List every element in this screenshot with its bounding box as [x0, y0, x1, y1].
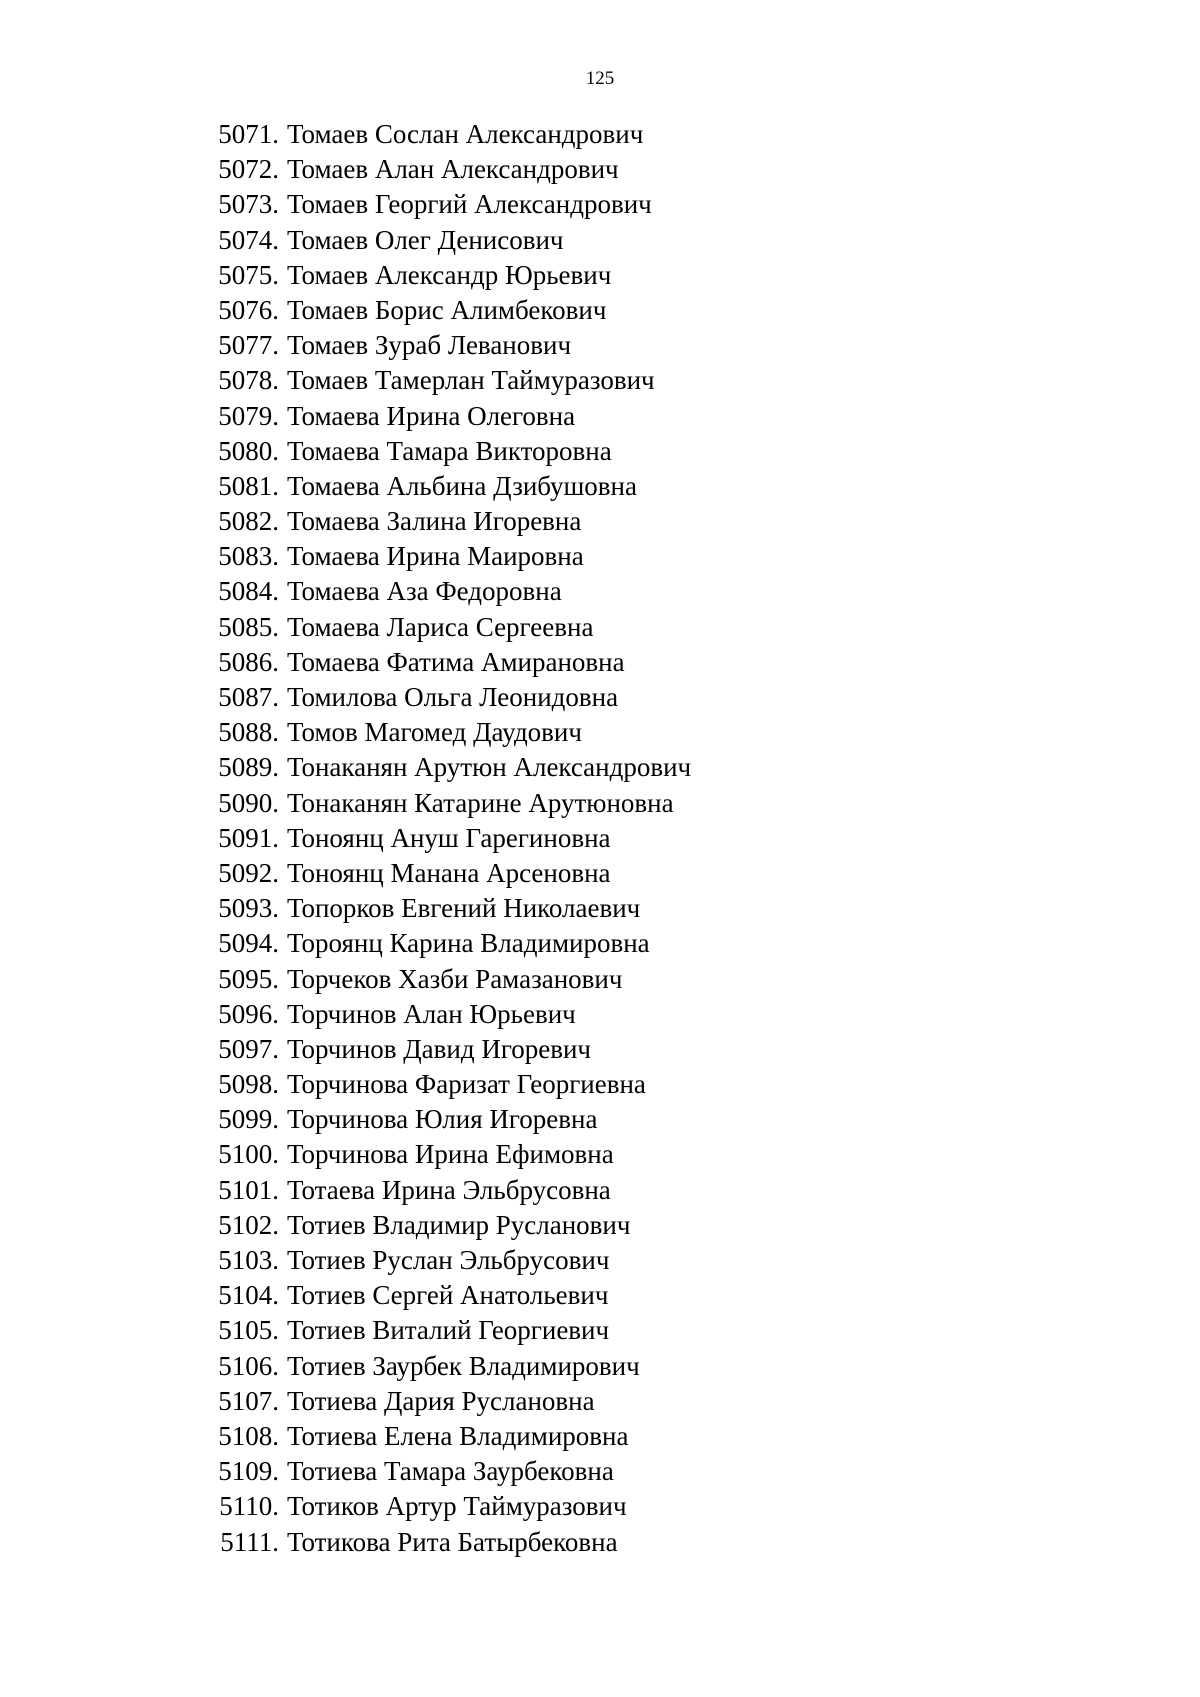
entry-name: Торчеков Хазби Рамазанович — [287, 963, 623, 994]
entry-number: 5091. — [218, 822, 279, 853]
list-item — [0, 1102, 691, 1137]
entry-number: 5079. — [218, 400, 279, 431]
entry-number: 5090. — [218, 787, 279, 818]
list-item — [0, 399, 691, 434]
entry-number: 5110. — [219, 1491, 279, 1522]
entry-name: Тороянц Карина Владимировна — [287, 928, 650, 959]
list-item — [0, 504, 691, 539]
entry-name: Томаева Залина Игоревна — [287, 506, 582, 537]
entry-name: Торчинова Юлия Игоревна — [287, 1104, 598, 1135]
entry-name: Торчинов Алан Юрьевич — [287, 998, 576, 1029]
entry-name: Тотиева Дария Руслановна — [287, 1385, 595, 1416]
entry-name: Тотиев Заурбек Владимирович — [287, 1350, 640, 1381]
entry-name: Тотиева Елена Владимировна — [287, 1420, 629, 1451]
entry-number: 5088. — [218, 717, 279, 748]
entry-number: 5073. — [218, 189, 279, 220]
list-item — [0, 1349, 691, 1384]
list-item — [0, 187, 691, 222]
list-item — [0, 680, 691, 715]
entry-number: 5097. — [218, 1033, 279, 1064]
entry-name: Томаев Тамерлан Таймуразович — [287, 365, 655, 396]
entry-name: Томаев Георгий Александрович — [287, 189, 652, 220]
list-item — [0, 469, 691, 504]
entry-name: Томаев Александр Юрьевич — [287, 259, 612, 290]
entry-number: 5082. — [218, 506, 279, 537]
entry-number: 5071. — [218, 119, 279, 149]
list-item — [0, 1137, 691, 1172]
entry-number: 5111. — [220, 1526, 279, 1557]
list-item — [0, 1419, 691, 1454]
list-item — [0, 1173, 691, 1208]
list-item — [0, 539, 691, 574]
entry-number: 5107. — [218, 1385, 279, 1416]
entry-name: Тотиков Артур Таймуразович — [287, 1491, 627, 1522]
list-item — [0, 258, 691, 293]
list-item — [0, 926, 691, 961]
entry-number: 5108. — [218, 1420, 279, 1451]
entry-number: 5106. — [218, 1350, 279, 1381]
entry-name: Тотиев Руслан Эльбрусович — [287, 1245, 610, 1275]
entry-name: Тонаканян Арутюн Александрович — [287, 752, 692, 783]
entry-name: Томилова Ольга Леонидовна — [287, 682, 619, 712]
entry-number: 5094. — [218, 928, 279, 959]
entry-number: 5103. — [218, 1245, 279, 1275]
entry-number: 5076. — [218, 294, 279, 325]
list-item — [0, 1067, 691, 1102]
entry-name: Томаева Тамара Викторовна — [287, 435, 612, 466]
list-item — [0, 610, 691, 645]
entry-number: 5086. — [218, 646, 279, 677]
list-item — [0, 997, 691, 1032]
list-item — [0, 645, 691, 680]
entry-name: Торчинов Давид Игоревич — [287, 1033, 592, 1064]
list-item — [0, 1489, 691, 1524]
entry-number: 5105. — [218, 1315, 279, 1346]
list-item — [0, 574, 691, 609]
list-item — [0, 1313, 691, 1348]
entry-name: Томов Магомед Даудович — [287, 717, 582, 748]
entry-number: 5104. — [218, 1280, 279, 1311]
entry-name: Топорков Евгений Николаевич — [287, 893, 641, 924]
list-item — [0, 363, 691, 398]
entry-name: Томаева Ирина Олеговна — [287, 400, 576, 431]
entry-number: 5081. — [218, 470, 279, 501]
list-item — [0, 962, 691, 997]
entry-number: 5101. — [218, 1174, 279, 1205]
page-number: 125 — [585, 68, 615, 89]
entry-name: Тотиев Владимир Русланович — [287, 1209, 631, 1240]
entry-number: 5109. — [218, 1456, 279, 1487]
list-item — [0, 1243, 691, 1278]
list-item — [0, 293, 691, 328]
entry-name: Томаева Ирина Маировна — [287, 541, 584, 572]
entry-name: Томаев Алан Александрович — [287, 154, 619, 185]
list-item — [0, 152, 691, 187]
entry-number: 5099. — [218, 1104, 279, 1135]
entry-name: Тоноянц Ануш Гарегиновна — [287, 822, 611, 853]
entry-name: Тотаева Ирина Эльбрусовна — [287, 1174, 611, 1205]
list-item — [0, 1032, 691, 1067]
name-list — [0, 117, 691, 1560]
entry-name: Тотикова Рита Батырбековна — [287, 1526, 618, 1557]
entry-number: 5074. — [218, 224, 279, 255]
entry-name: Тонаканян Катарине Арутюновна — [287, 787, 674, 818]
list-item — [0, 1525, 691, 1560]
list-item — [0, 1208, 691, 1243]
entry-number: 5102. — [218, 1209, 279, 1240]
entry-number: 5085. — [218, 611, 279, 642]
list-item — [0, 750, 691, 785]
list-item — [0, 117, 691, 152]
list-item — [0, 1454, 691, 1489]
entry-number: 5083. — [218, 541, 279, 572]
entry-number: 5092. — [218, 857, 279, 888]
entry-number: 5077. — [218, 330, 279, 361]
entry-name: Томаева Аза Федоровна — [287, 576, 562, 607]
list-item — [0, 856, 691, 891]
entry-name: Тотиева Тамара Заурбековна — [287, 1456, 614, 1487]
list-item — [0, 715, 691, 750]
list-item — [0, 328, 691, 363]
list-item — [0, 821, 691, 856]
entry-number: 5084. — [218, 576, 279, 607]
entry-number: 5098. — [218, 1069, 279, 1100]
list-item — [0, 223, 691, 258]
entry-name: Торчинова Фаризат Георгиевна — [287, 1069, 646, 1100]
list-item — [0, 891, 691, 926]
entry-number: 5095. — [218, 963, 279, 994]
entry-name: Томаева Фатима Амирановна — [287, 646, 625, 677]
entry-number: 5087. — [218, 682, 279, 712]
entry-name: Томаев Олег Денисович — [287, 224, 564, 255]
entry-name: Томаев Зураб Леванович — [287, 330, 572, 361]
entry-number: 5078. — [218, 365, 279, 396]
entry-name: Тоноянц Манана Арсеновна — [287, 857, 611, 888]
entry-name: Томаева Лариса Сергеевна — [287, 611, 594, 642]
entry-name: Торчинова Ирина Ефимовна — [287, 1139, 614, 1170]
entry-number: 5075. — [218, 259, 279, 290]
entry-number: 5096. — [218, 998, 279, 1029]
list-item — [0, 1384, 691, 1419]
list-item — [0, 434, 691, 469]
entry-name: Тотиев Виталий Георгиевич — [287, 1315, 610, 1346]
entry-number: 5089. — [218, 752, 279, 783]
entry-name: Томаева Альбина Дзибушовна — [287, 470, 637, 501]
entry-number: 5072. — [218, 154, 279, 185]
entry-name: Томаев Борис Алимбекович — [287, 294, 607, 325]
entry-name: Тотиев Сергей Анатольевич — [287, 1280, 609, 1311]
entry-name: Томаев Сослан Александрович — [287, 119, 644, 149]
list-item — [0, 786, 691, 821]
entry-number: 5100. — [218, 1139, 279, 1170]
entry-number: 5080. — [218, 435, 279, 466]
entry-number: 5093. — [218, 893, 279, 924]
list-item — [0, 1278, 691, 1313]
